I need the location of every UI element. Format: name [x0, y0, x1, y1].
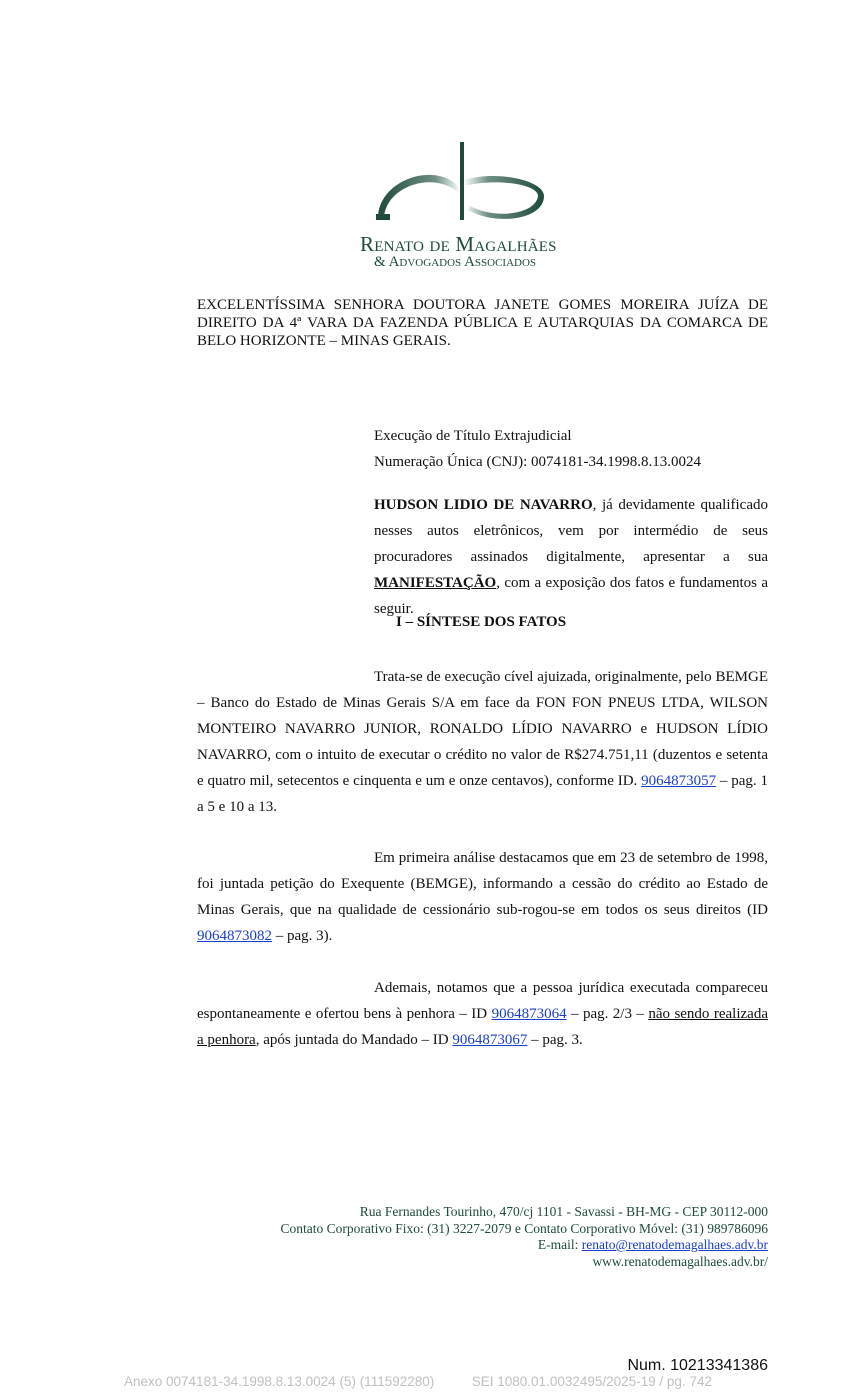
intro-text-2: , com a exposição dos fatos e fundamentos a seguir.	[374, 575, 768, 617]
footer-email-line	[281, 1237, 768, 1254]
manifest-term: MANIFESTAÇÃO	[374, 575, 497, 591]
addressee: EXCELENTÍSSIMA SENHORA DOUTORA JANETE GOMES MOREIRA JUÍZA DE DIREITO DA 4ª VARA DA FAZENDA PÚBLICA E AUTARQUIAS DA COMARCA DE BELO HORIZONTE – MINAS GERAIS.	[197, 297, 768, 349]
paragraph-3-mid2: , após juntada do Mandado – ID	[255, 1032, 453, 1048]
party-name: HUDSON LIDIO DE NAVARRO	[374, 497, 593, 513]
section-heading: I – SÍNTESE DOS FATOS	[396, 614, 567, 630]
intro-paragraph	[374, 492, 768, 622]
paragraph-1-tail: – pag. 1 a 5 e 10 a 13.	[197, 773, 768, 815]
intro-text-1: , já devidamente qualificado nesses autos eletrônicos, vem por intermédio de seus procuradores assinados digitalmente, apresentar a sua	[374, 497, 768, 565]
paragraph-2-tail: – pag. 3).	[272, 928, 333, 944]
paragraph-1	[197, 664, 768, 820]
doc-link-9064873082[interactable]: 9064873082	[197, 928, 272, 944]
footer-website[interactable]: www.renatodemagalhaes.adv.br/	[592, 1253, 768, 1269]
logo-firm-subtitle: & Advogados Associados	[374, 254, 537, 270]
paragraph-3-text: Ademais, notamos que a pessoa jurídica executada compareceu espontaneamente e ofertou bens à penhora – ID	[197, 980, 768, 1022]
footer-email-link[interactable]: renato@renatodemagalhaes.adv.br	[581, 1237, 768, 1252]
annex-watermark: Anexo 0074181-34.1998.8.13.0024 (5) (111592280) SEI 1080.01.0032495/2025-19 / pg. 742	[124, 1374, 712, 1389]
footer-address: Rua Fernandes Tourinho, 470/cj 1101 - Savassi - BH-MG - CEP 30112-000	[359, 1204, 768, 1219]
document-number: Num. 10213341386	[627, 1357, 768, 1374]
footer-contact	[281, 1204, 768, 1270]
paragraph-1-text: Trata-se de execução cível ajuizada, originalmente, pelo BEMGE – Banco do Estado de Minas Gerais S/A em face da FON FON PNEUS LTDA, WILSON MONTEIRO NAVARRO JUNIOR, RONALDO LÍDIO NAVARRO e HUDSON LÍDIO NAVARRO, com o intuito de executar o crédito no valor de R$274.751,11 (duzentos e setenta e quatro mil, setecentos e cinquenta e um e onze centavos), conforme ID.	[197, 669, 768, 789]
case-type: Execução de Título Extrajudicial	[374, 428, 572, 444]
paragraph-3-underlined: não sendo realizada a penhora	[197, 1006, 768, 1048]
paragraph-3-mid: – pag. 2/3 –	[566, 1006, 649, 1022]
case-number: Numeração Única (CNJ): 0074181-34.1998.8.13.0024	[374, 454, 702, 470]
doc-link-9064873064[interactable]: 9064873064	[491, 1006, 567, 1022]
paragraph-2-text: Em primeira análise destacamos que em 23 de setembro de 1998, foi juntada petição do Exequente (BEMGE), informando a cessão do crédito ao Estado de Minas Gerais, que na qualidade de cessionário sub-rogou-se em todos os seus direitos (ID	[197, 850, 768, 918]
doc-link-9064873057[interactable]: 9064873057	[641, 773, 717, 789]
doc-link-9064873067[interactable]: 9064873067	[452, 1032, 528, 1048]
logo-firm-name: Renato de Magalhães	[360, 232, 557, 256]
paragraph-3-tail: – pag. 3.	[527, 1032, 583, 1048]
logo-mark-icon	[376, 140, 566, 225]
footer-email-label: E-mail:	[537, 1237, 582, 1252]
paragraph-3	[197, 975, 768, 1053]
paragraph-2	[197, 845, 768, 949]
footer-phones: Contato Corporativo Fixo: (31) 3227-2079 e Contato Corporativo Móvel: (31) 989786096	[280, 1220, 768, 1236]
